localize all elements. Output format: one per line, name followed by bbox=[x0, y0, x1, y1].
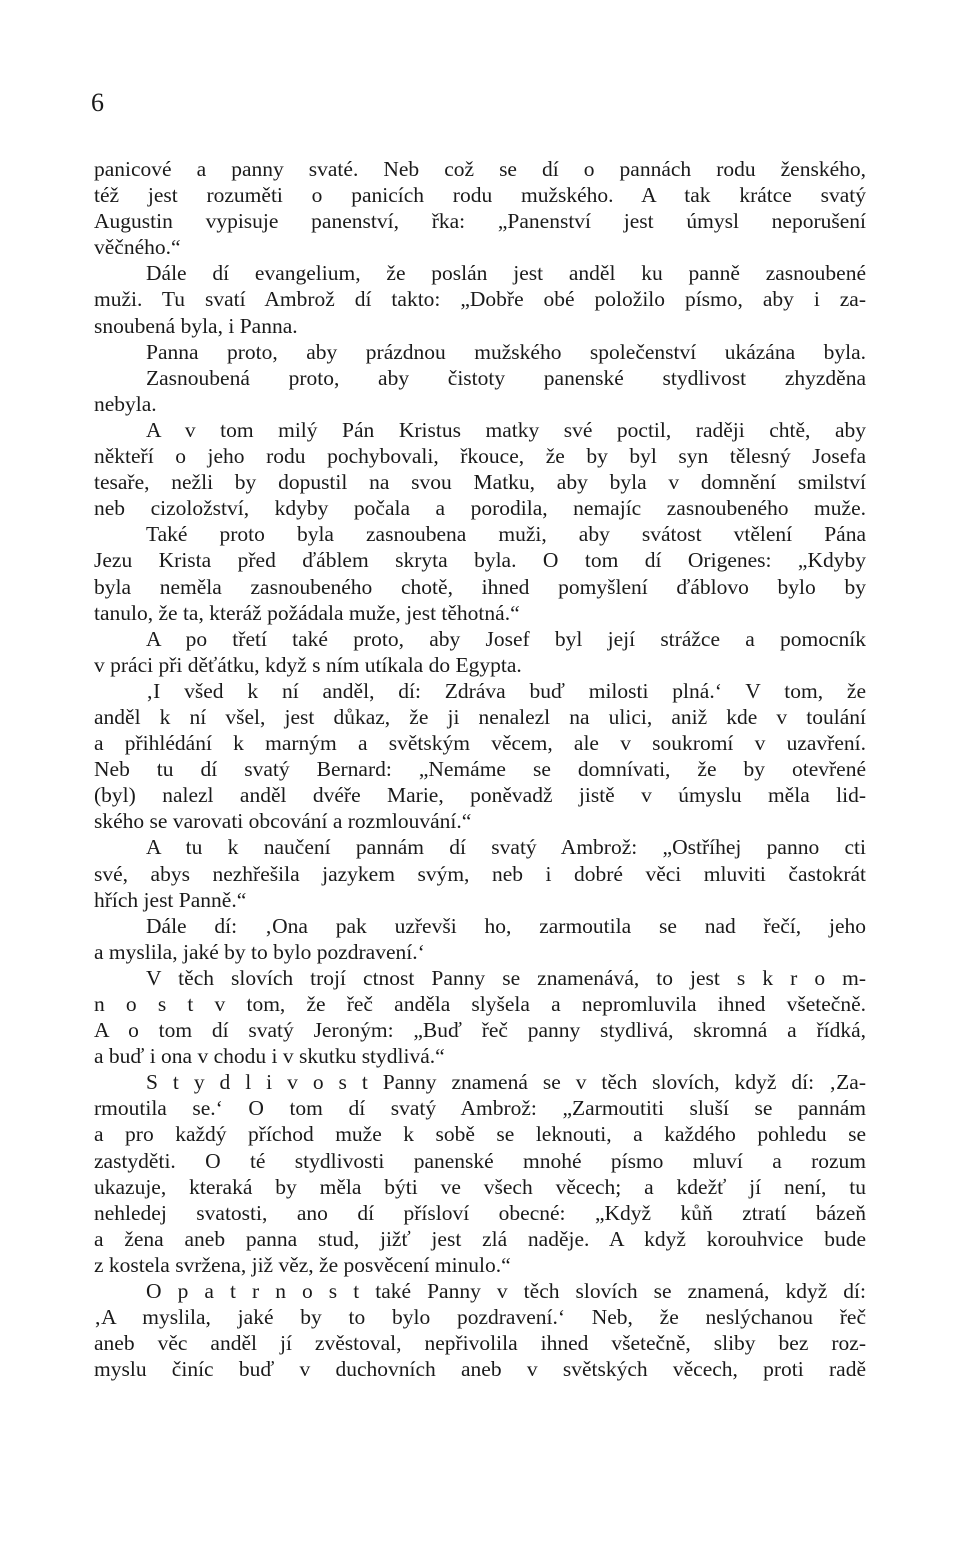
text-line: neb cizoložství, kdyby počala a porodila, nemajíc zasnoubeného muže. bbox=[94, 496, 866, 521]
text-line: snoubená byla, i Panna. bbox=[94, 313, 298, 338]
text-line: A po třetí také proto, aby Josef byl její strážce a pomocník bbox=[146, 626, 866, 651]
text-line: aneb věc anděl jí zvěstoval, nepřivolila ihned všetečně, sliby bez roz- bbox=[94, 1331, 866, 1356]
text-line: a myslila, jaké by to bylo pozdravení.‘ bbox=[94, 939, 425, 964]
text-line: S t y d l i v o s t Panny znamená se v těch slovích, když dí: ‚Za- bbox=[146, 1070, 866, 1095]
text-line: rmoutila se.‘ O tom dí svatý Ambrož: „Zarmoutiti sluší se pannám bbox=[94, 1096, 866, 1121]
text-line: ského se varovati obcování a rozmlouvání.“ bbox=[94, 809, 472, 834]
text-line: Také proto byla zasnoubena muži, aby svátost vtělení Pána bbox=[146, 522, 866, 547]
text-line: A v tom milý Pán Kristus matky své poctil, raději chtě, aby bbox=[146, 417, 866, 442]
text-line: Dále dí evangelium, že poslán jest anděl ku panně zasnoubené bbox=[146, 261, 866, 286]
text-line: muži. Tu svatí Ambrož dí takto: „Dobře obé položilo písmo, aby i za- bbox=[94, 287, 866, 312]
text-line: panicové a panny svaté. Neb což se dí o pannách rodu ženského, bbox=[94, 157, 866, 181]
text-line: Neb tu dí svatý Bernard: „Nemáme se domnívati, že by otevřené bbox=[94, 757, 866, 782]
text-line: v práci při děťátku, když s ním utíkala do Egypta. bbox=[94, 652, 522, 677]
text-line: (byl) nalezl anděl dvéře Marie, poněvadž jistě v úmyslu měla lid- bbox=[94, 783, 866, 808]
text-line: ‚A myslila, jaké by to bylo pozdravení.‘ Neb, že neslýchanou řeč bbox=[94, 1305, 866, 1330]
text-line: nehledej svatosti, ano dí přísloví obecné: „Když kůň ztratí bázeň bbox=[94, 1200, 866, 1225]
text-line: z kostela svržena, již věz, že posvěcení minulo.“ bbox=[94, 1252, 511, 1277]
text-line: O p a t r n o s t také Panny v těch slovích se znamená, když dí: bbox=[146, 1279, 866, 1304]
text-line: byla neměla zasnoubeného chotě, ihned pomyšlení ďáblovo bylo by bbox=[94, 574, 866, 599]
text-line: zastyděti. O té stydlivosti panenské mnohé písmo mluví a rozum bbox=[94, 1148, 866, 1173]
text-line: též jest rozuměti o panicích rodu mužského. A tak krátce svatý bbox=[94, 183, 866, 208]
text-line: a pro každý příchod muže k sobě se leknouti, a každého pohledu se bbox=[94, 1122, 866, 1147]
text-line: své, abys nezhřešila jazykem svým, neb i dobré věci mluviti častokrát bbox=[94, 861, 866, 886]
text-line: tanulo, že ta, kteráž požádala muže, jest těhotná.“ bbox=[94, 600, 520, 625]
text-line: n o s t v tom, že řeč anděla slyšela a nepromluvila ihned všetečně. bbox=[94, 992, 866, 1016]
text-line: A o tom dí svatý Jeroným: „Buď řeč panny stydlivá, skromná a řídká, bbox=[94, 1018, 866, 1043]
text-line: ukazuje, kteraká by měla býti ve všech věcech; a kdežť jí není, tu bbox=[94, 1174, 866, 1199]
text-line: nebyla. bbox=[94, 391, 157, 416]
text-line: a přihlédání k marným a světským věcem, ale v soukromí v uzavření. bbox=[94, 731, 866, 756]
text-line: anděl k ní všel, jest důkaz, že ji nenalezl na ulici, aniž kde v toulání bbox=[94, 704, 866, 729]
text-line: a žena aneb panna stud, jižť jest zlá naděje. A když korouhvice bude bbox=[94, 1226, 866, 1251]
text-line: Jezu Krista před ďáblem skryta byla. O tom dí Origenes: „Kdyby bbox=[94, 548, 866, 573]
text-line: věčného.“ bbox=[94, 235, 181, 260]
text-line: V těch slovích trojí ctnost Panny se znamenává, to jest s k r o m- bbox=[146, 965, 866, 990]
text-line: Augustin vypisuje panenství, řka: „Panenství jest úmysl neporušení bbox=[94, 209, 866, 234]
text-line: hřích jest Panně.“ bbox=[94, 887, 247, 912]
text-line: A tu k naučení pannám dí svatý Ambrož: „Ostříhej panno cti bbox=[146, 835, 866, 860]
body-text bbox=[94, 156, 866, 1382]
text-line: tesaře, nežli by dopustil na svou Matku, aby byla v domnění smilství bbox=[94, 470, 866, 495]
page-number: 6 bbox=[91, 88, 104, 117]
text-line: myslu činíc buď v duchovních aneb v světských věcech, proti radě bbox=[94, 1357, 866, 1382]
text-line: Panna proto, aby prázdnou mužského společenství ukázána byla. bbox=[146, 339, 866, 364]
text-line: Zasnoubená proto, aby čistoty panenské stydlivost zhyzděna bbox=[146, 365, 866, 390]
text-line: někteří o jeho rodu pochybovali, řkouce, že by byl syn tělesný Josefa bbox=[94, 444, 866, 469]
text-line: a buď i ona v chodu i v skutku stydlivá.“ bbox=[94, 1044, 445, 1069]
text-line: Dále dí: ‚Ona pak uzřevši ho, zarmoutila se nad řečí, jeho bbox=[146, 913, 866, 938]
text-line: ‚I všed k ní anděl, dí: Zdráva buď milosti plná.‘ V tom, že bbox=[146, 678, 866, 703]
